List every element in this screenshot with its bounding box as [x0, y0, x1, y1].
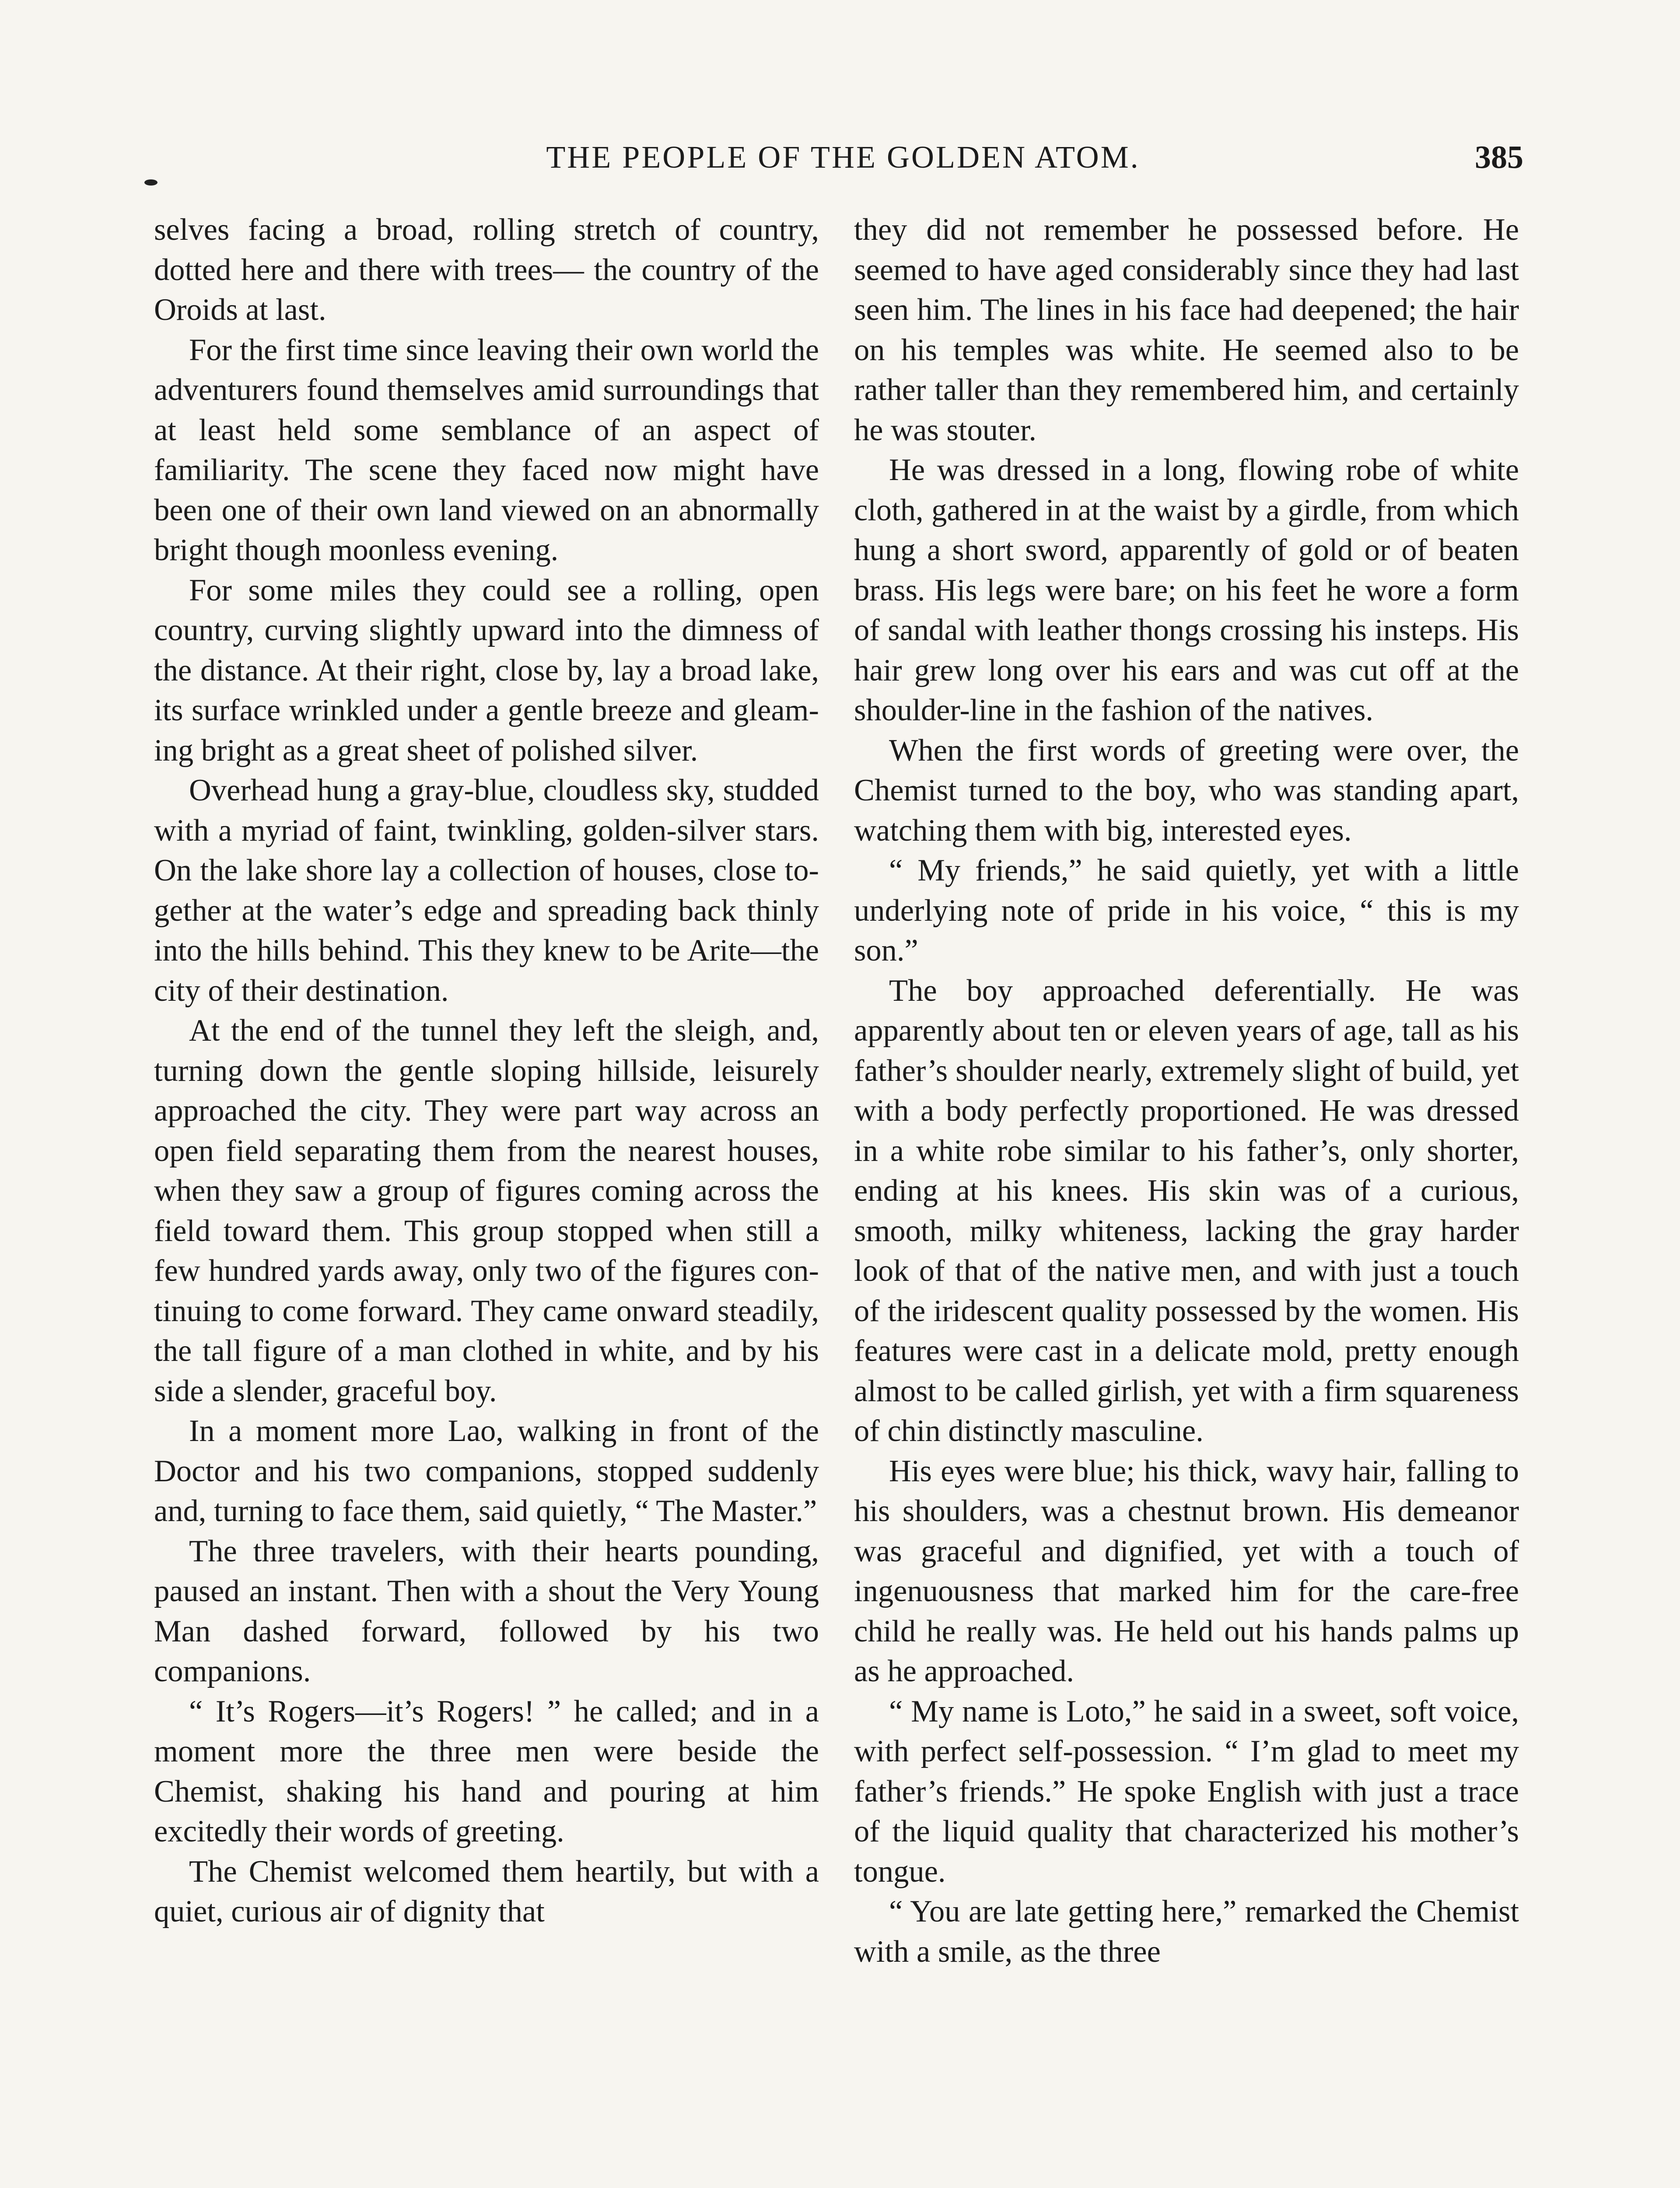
paragraph: When the first words of greeting were over, the Chemist turned to the boy, who was standing apart, watching them with big, interested eyes. [854, 733, 1519, 848]
paragraph: “ My name is Loto,” he said in a sweet, soft voice, with perfect self-possession. “ I’m glad to meet my father’s friends.” He spoke English with just a trace of the liquid quality that characterized his mother’s tongue. [854, 1694, 1519, 1889]
paragraph: The boy approached deferentially. He was apparently about ten or eleven years of age, tall as his father’s shoulder nearly, extremely slight of build, yet with a body perfectly proportioned. He was dressed in a white robe similar to his father’s, only shorter, ending at his knees. His skin was of a curious, smooth, milky whiteness, lacking the gray harder look of that of the native men, and with just a touch of the iridescent quality possessed by the women. His features were cast in a delicate mold, pretty enough almost to be called girlish, yet with a firm squareness of chin distinctly masculine. [854, 973, 1519, 1448]
running-title: THE PEOPLE OF THE GOLDEN ATOM. [546, 140, 1140, 175]
paragraph: “ My friends,” he said quietly, yet with a little underlying note of pride in his voice, “ this is my son.” [854, 853, 1519, 968]
paragraph: At the end of the tunnel they left the sleigh, and, turning down the gentle sloping hillside, leisurely approached the city. They were part way across an open field separating them from the nearest houses, when they saw a group of figures coming across the field toward them. This group stopped when still a few hundred yards away, only two of the figures continuing to come forward. They came onward steadily, the tall figure of a man clothed in white, and by his side a slender, graceful boy. [154, 1013, 819, 1408]
paragraph: “ You are late getting here,” remarked the Chemist with a smile, as the three [854, 1894, 1519, 1969]
paragraph: He was dressed in a long, flowing robe of white cloth, gathered in at the waist by a girdle, from which hung a short sword, apparently of gold or of beaten brass. His legs were bare; on his feet he wore a form of sandal with leather thongs crossing his insteps. His hair grew long over his ears and was cut off at the shoulder-line in the fashion of the natives. [854, 453, 1519, 727]
ink-mark [144, 179, 158, 186]
running-header [163, 139, 1523, 187]
paragraph: The Chemist welcomed them heartily, but with a quiet, curious air of dignity that [154, 1854, 819, 1929]
paragraph: In a moment more Lao, walking in front of the Doctor and his two companions, stopped suddenly and, turning to face them, said quietly, “ The Master.” [154, 1414, 819, 1528]
paragraph: For the first time since leaving their own world the adventurers found themselves amid surroundings that at least held some semblance of an aspect of familiarity. The scene they faced now might have been one of their own land viewed on an abnormally bright though moonless evening. [154, 333, 819, 567]
paragraph: Overhead hung a gray-blue, cloudless sky, studded with a myriad of faint, twinkling, golden-silver stars. On the lake shore lay a collection of houses, close together at the water’s edge and spreading back thinly into the hills behind. This they knew to be Arite—the city of their destination. [154, 773, 819, 1008]
paragraph: For some miles they could see a rolling, open country, curving slightly upward into the dimness of the distance. At their right, close by, lay a broad lake, its surface wrinkled under a gentle breeze and gleaming bright as a great sheet of polished silver. [154, 573, 819, 768]
paragraph: selves facing a broad, rolling stretch of country, dotted here and there with trees— the country of the Oroids at last. [154, 213, 819, 327]
left-column [154, 210, 819, 1932]
paragraph: they did not remember he possessed before. He seemed to have aged considerably since they had last seen him. The lines in his face had deepened; the hair on his temples was white. He seemed also to be rather taller than they remembered him, and certainly he was stouter. [854, 213, 1519, 447]
paragraph: The three travelers, with their hearts pounding, paused an instant. Then with a shout the Very Young Man dashed forward, followed by his two companions. [154, 1534, 819, 1688]
right-column [854, 210, 1519, 1972]
paragraph: “ It’s Rogers—it’s Rogers! ” he called; and in a moment more the three men were beside the Chemist, shaking his hand and pouring at him excitedly their words of greeting. [154, 1694, 819, 1848]
paragraph: His eyes were blue; his thick, wavy hair, falling to his shoulders, was a chestnut brown. His demeanor was graceful and dignified, yet with a touch of ingenuousness that marked him for the care-free child he really was. He held out his hands palms up as he approached. [854, 1454, 1519, 1688]
page-number: 385 [1475, 140, 1523, 175]
